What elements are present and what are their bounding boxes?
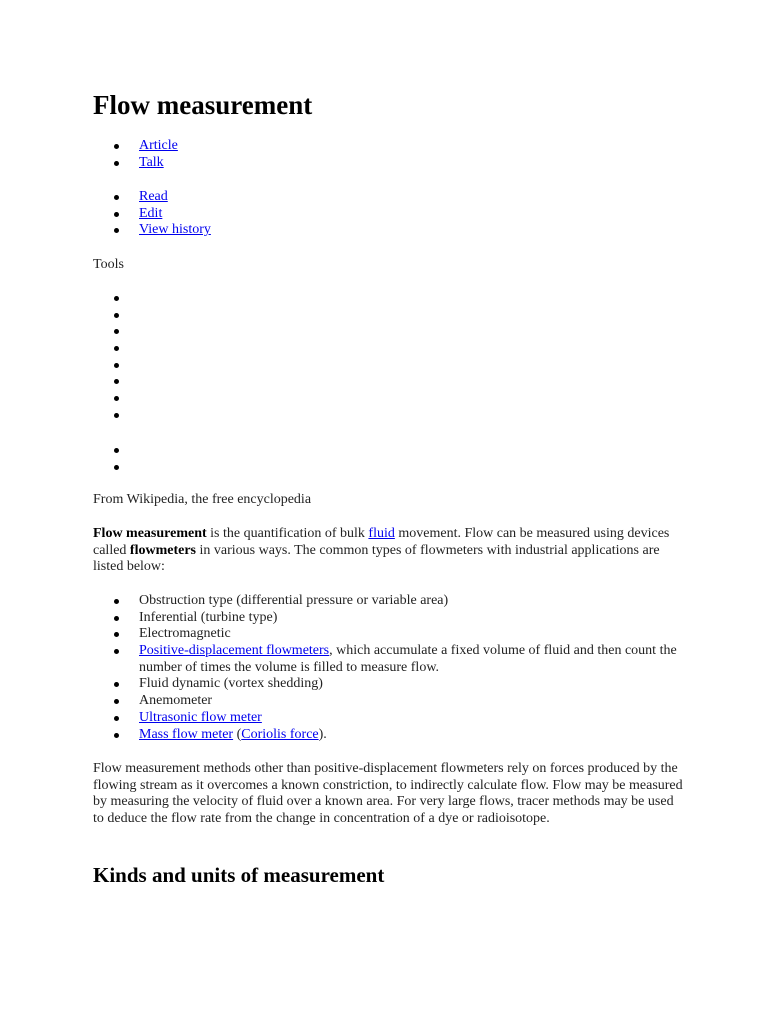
bullet-icon xyxy=(114,649,119,654)
list-item-text: Anemometer xyxy=(139,693,213,709)
tab-talk xyxy=(93,155,683,172)
bullet-icon xyxy=(114,632,119,637)
list-item-text: ). xyxy=(318,726,327,742)
tools-item[interactable] xyxy=(93,390,683,407)
bullet-icon xyxy=(114,699,119,704)
bullet-icon xyxy=(114,313,119,318)
tab-read xyxy=(93,189,683,206)
list-item-text: Fluid dynamic (vortex shedding) xyxy=(139,676,323,692)
bullet-icon xyxy=(114,448,119,453)
bullet-icon xyxy=(114,212,119,217)
tools-item[interactable] xyxy=(93,323,683,340)
tools-item[interactable] xyxy=(93,459,683,476)
bullet-icon xyxy=(114,161,119,166)
list-item xyxy=(93,593,683,610)
coriolis-force-link[interactable]: Coriolis force xyxy=(241,726,319,742)
tools-label: Tools xyxy=(93,257,124,272)
tab-edit xyxy=(93,206,683,223)
bullet-icon xyxy=(114,599,119,604)
list-item-text: , which accumulate a fixed volume of fluid and then count the number of times the volume is filled to measure flow. xyxy=(139,643,677,675)
bullet-icon xyxy=(114,616,119,621)
namespace-tabs xyxy=(93,138,683,171)
list-item-text: Electromagnetic xyxy=(139,626,231,642)
ultrasonic-flow-meter-link[interactable]: Ultrasonic flow meter xyxy=(139,709,262,725)
bullet-icon xyxy=(114,296,119,301)
bullet-icon xyxy=(114,228,119,233)
page-title: Flow measurement xyxy=(93,90,313,120)
intro-text: is the quantification of bulk xyxy=(206,526,369,541)
bullet-icon xyxy=(114,346,119,351)
list-item xyxy=(93,626,683,643)
tools-item[interactable] xyxy=(93,442,683,459)
read-link[interactable]: Read xyxy=(139,189,168,204)
list-item-text: Obstruction type (differential pressure or variable area) xyxy=(139,593,449,608)
view-history-link[interactable]: View history xyxy=(139,222,211,238)
intro-bold-term: flowmeters xyxy=(129,542,196,558)
tools-item[interactable] xyxy=(93,340,683,357)
tagline: From Wikipedia, the free encyclopedia xyxy=(93,492,312,507)
tools-item[interactable] xyxy=(93,290,683,307)
bullet-icon xyxy=(114,363,119,368)
intro-paragraph xyxy=(93,526,683,576)
flowmeter-types-list xyxy=(93,593,683,743)
section-heading: Kinds and units of measurement xyxy=(93,863,385,887)
list-item xyxy=(93,727,683,744)
list-item xyxy=(93,643,683,676)
article-link[interactable]: Article xyxy=(139,138,178,153)
list-item xyxy=(93,610,683,627)
bullet-icon xyxy=(114,413,119,418)
list-item-text: Inferential (turbine type) xyxy=(139,609,278,625)
list-item xyxy=(93,693,683,710)
view-tabs xyxy=(93,189,683,239)
fluid-link[interactable]: fluid xyxy=(368,526,395,541)
tools-list xyxy=(93,290,683,424)
list-item-text: ( xyxy=(233,726,242,742)
bullet-icon xyxy=(114,379,119,384)
list-item xyxy=(93,676,683,693)
intro-text: in various ways. The common types of flowmeters with industrial applications are listed below: xyxy=(93,542,660,575)
bullet-icon xyxy=(114,465,119,470)
talk-link[interactable]: Talk xyxy=(139,154,164,170)
edit-link[interactable]: Edit xyxy=(139,205,163,221)
bullet-icon xyxy=(114,144,119,149)
positive-displacement-link[interactable]: Positive-displacement flowmeters xyxy=(139,643,330,659)
list-item xyxy=(93,710,683,727)
tab-article xyxy=(93,138,683,155)
tools-item[interactable] xyxy=(93,307,683,324)
tools-list-secondary xyxy=(93,442,683,475)
mass-flow-meter-link[interactable]: Mass flow meter xyxy=(139,726,234,742)
bullet-icon xyxy=(114,329,119,334)
tools-item[interactable] xyxy=(93,357,683,374)
bullet-icon xyxy=(114,733,119,738)
tools-item[interactable] xyxy=(93,373,683,390)
methods-paragraph: Flow measurement methods other than positive-displacement flowmeters rely on forces produced by the flowing stream as it overcomes a known constriction, to indirectly calculate flow. Flow may be measured by measuring the velocity of fluid over a known area. For very large flows, tracer methods may be used to deduce the flow rate from the change in concentration of a dye or radioisotope. xyxy=(93,761,683,827)
bullet-icon xyxy=(114,682,119,687)
bullet-icon xyxy=(114,195,119,200)
bullet-icon xyxy=(114,716,119,721)
tools-item[interactable] xyxy=(93,407,683,424)
tab-view-history xyxy=(93,222,683,239)
intro-text: movement. Flow can be measured using devices called xyxy=(93,526,670,558)
bullet-icon xyxy=(114,396,119,401)
intro-bold-term: Flow measurement xyxy=(93,526,207,541)
